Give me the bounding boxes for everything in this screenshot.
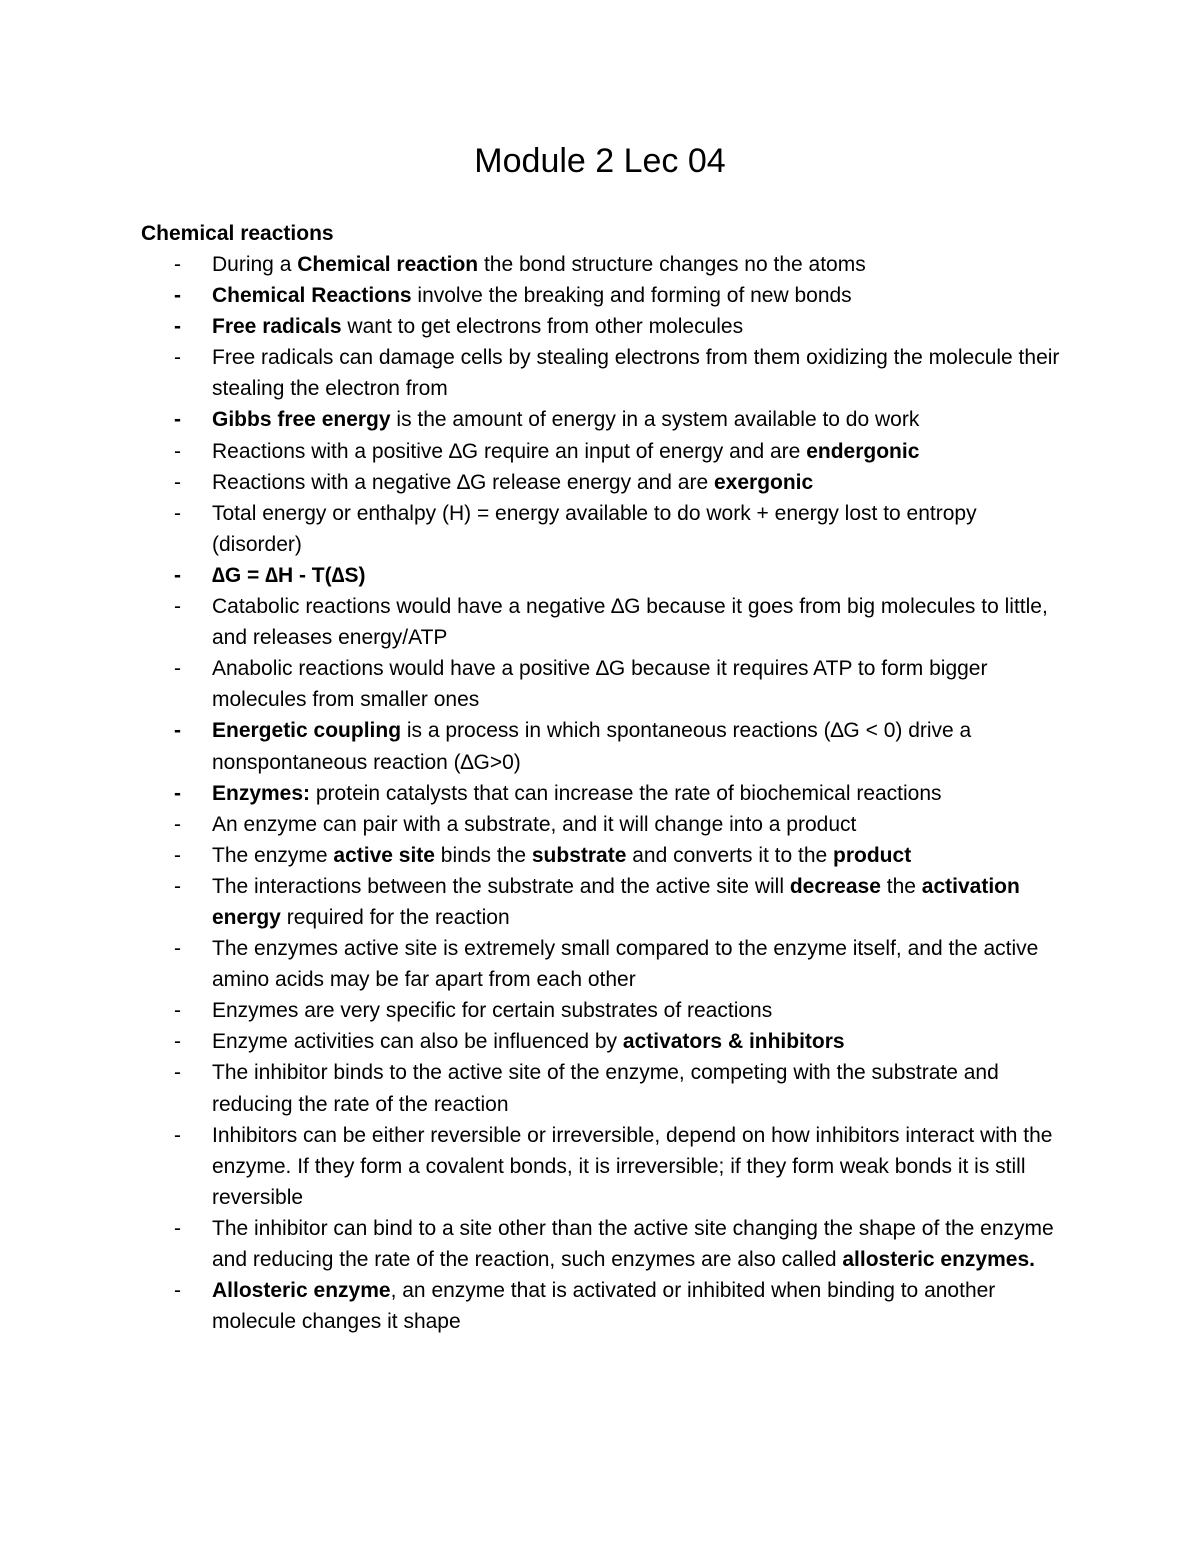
bullet-dash: - <box>174 657 181 681</box>
bullet-dash: - <box>174 1216 181 1240</box>
bullet-dash: - <box>174 719 181 743</box>
bullet-text: and converts it to the <box>626 843 834 867</box>
bullet-dash: - <box>174 937 181 961</box>
bullet-dash: - <box>174 284 181 308</box>
bold-term: decrease <box>789 874 881 898</box>
bold-term: exergonic <box>713 470 814 494</box>
bold-term: Allosteric enzyme <box>212 1279 391 1303</box>
list-item <box>0 249 1062 280</box>
bold-term: endergonic <box>806 439 920 463</box>
bullet-dash: - <box>174 843 181 867</box>
bullet-dash: - <box>174 315 181 339</box>
list-item <box>0 809 1062 840</box>
list-item <box>0 1213 1062 1275</box>
bullet-text: protein catalysts that can increase the rate of biochemical reactions <box>310 781 942 805</box>
bullet-dash: - <box>174 346 181 370</box>
bold-term: Gibbs free energy <box>212 408 391 432</box>
bullet-text: want to get electrons from other molecules <box>341 315 744 339</box>
bullet-text: Inhibitors can be either reversible or irreversible, depend on how inhibitors interact with the enzyme. If they form a covalent bonds, it is irreversible; if they form weak bonds it is still reversible <box>212 1123 1053 1209</box>
bullet-text: Catabolic reactions would have a negative ∆G because it goes from big molecules to little, and releases energy/ATP <box>212 595 1048 650</box>
list-item <box>0 1026 1062 1057</box>
bullet-text: the bond structure changes no the atoms <box>478 253 866 276</box>
bullet-text: Anabolic reactions would have a positive ∆G because it requires ATP to form bigger molecules from smaller ones <box>212 657 988 712</box>
bullet-text: is the amount of energy in a system available to do work <box>390 408 920 432</box>
bullet-dash: - <box>174 253 181 276</box>
list-item <box>0 840 1062 871</box>
list-item <box>0 560 1062 591</box>
bullet-text: Total energy or enthalpy (H) = energy available to do work + energy lost to entropy (disorder) <box>212 501 977 556</box>
bullet-text: Enzyme activities can also be influenced by <box>212 1030 623 1054</box>
list-item <box>0 871 1062 933</box>
bullet-text: the <box>880 874 922 898</box>
bold-term: ∆G = ∆H - T(∆S) <box>212 563 366 587</box>
bullet-text: An enzyme can pair with a substrate, and it will change into a product <box>212 812 857 836</box>
bullet-dash: - <box>174 812 181 836</box>
list-item <box>0 311 1062 342</box>
bullet-text: required for the reaction <box>280 905 510 929</box>
bold-term: product <box>833 843 912 867</box>
list-item <box>0 778 1062 809</box>
bullet-text: , an enzyme that is activated or inhibited when binding to another molecule changes it shape <box>212 1279 996 1334</box>
bullet-dash: - <box>174 470 181 494</box>
bullet-text: The enzymes active site is extremely small compared to the enzyme itself, and the active amino acids may be far apart from each other <box>212 937 1039 992</box>
bold-term: activation energy <box>212 874 1020 929</box>
list-item <box>0 715 1062 777</box>
bold-term: active site <box>333 843 435 867</box>
bullet-dash: - <box>174 999 181 1023</box>
list-item <box>0 591 1062 653</box>
bullet-text: The enzyme <box>212 843 334 867</box>
list-item <box>0 436 1062 467</box>
list-item <box>0 280 1062 311</box>
list-item <box>0 404 1062 435</box>
bullet-dash: - <box>174 595 181 619</box>
bullet-dash: - <box>174 501 181 525</box>
page-title: Module 2 Lec 04 <box>474 142 726 180</box>
bullet-dash: - <box>174 1279 181 1303</box>
bullet-text: Free radicals can damage cells by stealing electrons from them oxidizing the molecule their stealing the electron from <box>212 346 1060 401</box>
list-item <box>0 1120 1062 1213</box>
list-item <box>0 467 1062 498</box>
bullet-text: is a process in which spontaneous reactions (∆G < 0) drive a nonspontaneous reaction (∆G>0) <box>212 719 972 774</box>
list-item <box>0 498 1062 560</box>
bold-term: Chemical reaction <box>297 253 479 276</box>
bold-term: Enzymes: <box>212 781 311 805</box>
section-heading: Chemical reactions <box>141 222 334 245</box>
bullet-text: The inhibitor binds to the active site of the enzyme, competing with the substrate and reducing the rate of the reaction <box>212 1061 999 1116</box>
bold-term: Energetic coupling <box>212 719 402 743</box>
bullet-dash: - <box>174 408 181 432</box>
bold-term: Chemical Reactions <box>212 284 412 308</box>
bullet-text: The inhibitor can bind to a site other than the active site changing the shape of the enzyme and reducing the rate of the reaction, such enzymes are also called <box>212 1216 1054 1271</box>
bullet-text: binds the <box>434 843 532 867</box>
bullet-dash: - <box>174 563 181 587</box>
bullet-text: The interactions between the substrate and the active site will <box>212 874 790 898</box>
list-item <box>0 933 1062 995</box>
bullet-dash: - <box>174 439 181 463</box>
bullet-text: Reactions with a negative ∆G release energy and are <box>212 470 714 494</box>
list-item <box>0 342 1062 404</box>
bullet-list <box>0 249 1200 1337</box>
list-item <box>0 1057 1062 1119</box>
bold-term: Free radicals <box>212 315 342 339</box>
bullet-dash: - <box>174 1061 181 1085</box>
bullet-dash: - <box>174 781 181 805</box>
list-item <box>0 995 1062 1026</box>
list-item <box>0 653 1062 715</box>
bold-term: allosteric enzymes. <box>842 1248 1035 1271</box>
list-item <box>0 1275 1062 1337</box>
bullet-dash: - <box>174 874 181 898</box>
bullet-dash: - <box>174 1123 181 1147</box>
bullet-text: involve the breaking and forming of new bonds <box>411 284 852 308</box>
bullet-text: Reactions with a positive ∆G require an input of energy and are <box>212 439 807 463</box>
bold-term: substrate <box>531 843 627 867</box>
bullet-text: During a <box>212 253 298 276</box>
bold-term: activators & inhibitors <box>622 1030 845 1054</box>
bullet-dash: - <box>174 1030 181 1054</box>
bullet-text: Enzymes are very specific for certain substrates of reactions <box>212 999 773 1023</box>
